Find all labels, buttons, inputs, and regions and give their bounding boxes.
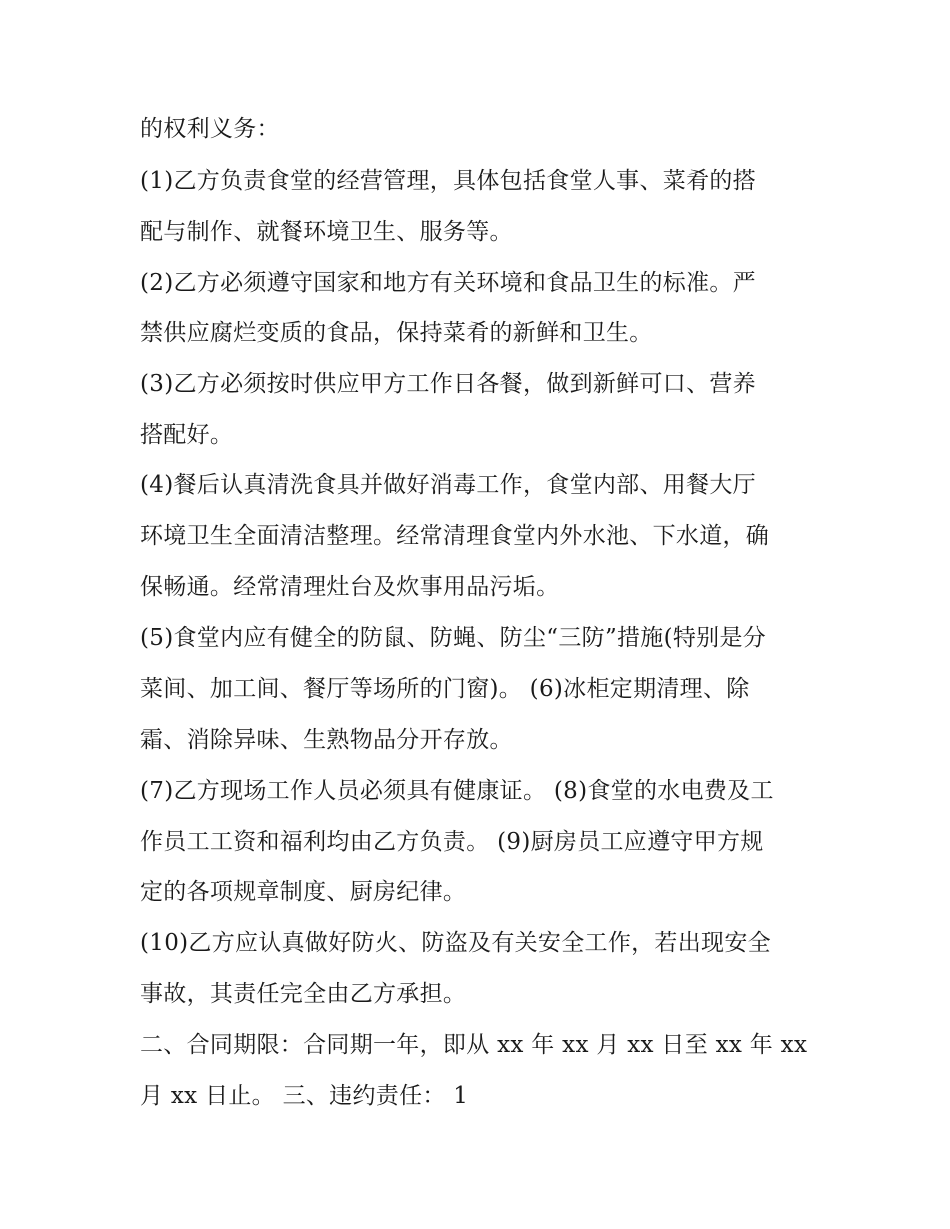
text-line: 搭配好。 xyxy=(140,422,234,448)
text-line: (7)乙方现场工作人员必须具有健康证。 (8)食堂的水电费及工 xyxy=(140,778,774,804)
text-line: 的权利义务： xyxy=(140,116,280,142)
text-line: (5)食堂内应有健全的防鼠、防蝇、防尘“三防”措施(特别是分 xyxy=(140,625,767,651)
text-line: 定的各项规章制度、厨房纪律。 xyxy=(140,879,467,905)
text-line: 菜间、加工间、餐厅等场所的门窗)。 (6)冰柜定期清理、除 xyxy=(140,676,750,702)
text-line: (4)餐后认真清洗食具并做好消毒工作，食堂内部、用餐大厅 xyxy=(140,472,756,498)
text-line: 作员工工资和福利均由乙方负责。 (9)厨房员工应遵守甲方规 xyxy=(140,829,764,855)
text-line: (1)乙方负责食堂的经营管理，具体包括食堂人事、菜肴的搭 xyxy=(140,168,756,194)
text-line: (2)乙方必须遵守国家和地方有关环境和食品卫生的标准。严 xyxy=(140,270,756,296)
text-line: 配与制作、就餐环境卫生、服务等。 xyxy=(140,219,513,245)
text-line: 保畅通。经常清理灶台及炊事用品污垢。 xyxy=(140,574,560,600)
text-line: 事故，其责任完全由乙方承担。 xyxy=(140,981,467,1007)
text-line: (3)乙方必须按时供应甲方工作日各餐，做到新鲜可口、营养 xyxy=(140,371,756,397)
text-line: 月 xx 日止。 三、违约责任： 1 xyxy=(140,1083,469,1109)
text-line: 禁供应腐烂变质的食品，保持菜肴的新鲜和卫生。 xyxy=(140,320,653,346)
text-line: 二、合同期限：合同期一年，即从 xx 年 xx 月 xx 日至 xx 年 xx xyxy=(140,1032,808,1058)
text-line: 霜、消除异味、生熟物品分开存放。 xyxy=(140,727,513,753)
text-line: (10)乙方应认真做好防火、防盗及有关安全工作，若出现安全 xyxy=(140,930,771,956)
text-line: 环境卫生全面清洁整理。经常清理食堂内外水池、下水道，确 xyxy=(140,523,770,549)
